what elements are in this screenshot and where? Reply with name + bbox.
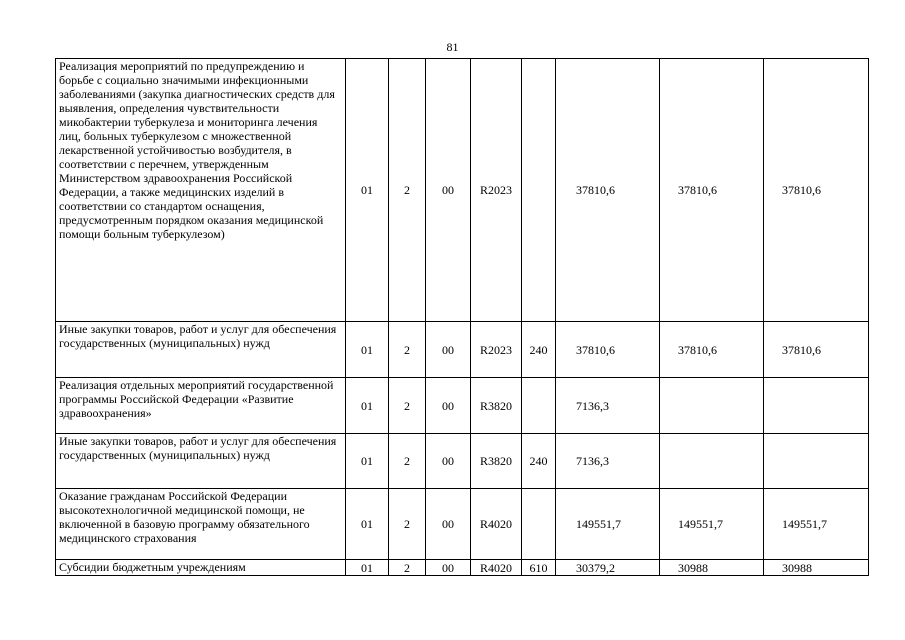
amount-cell: 30988 <box>764 560 869 576</box>
code-cell: 01 <box>346 59 389 322</box>
table-row <box>56 489 869 560</box>
table-row <box>56 378 869 434</box>
row-name: Иные закупки товаров, работ и услуг для обеспечения государственных (муниципальных) нужд <box>56 434 346 489</box>
amount-cell: 149551,7 <box>556 489 660 560</box>
code-cell: 00 <box>426 489 471 560</box>
row-name: Субсидии бюджетным учреждениям <box>56 560 346 576</box>
amount-cell <box>660 434 764 489</box>
code-cell: R4020 <box>471 489 522 560</box>
row-name: Иные закупки товаров, работ и услуг для обеспечения государственных (муниципальных) нужд <box>56 322 346 378</box>
table-row <box>56 322 869 378</box>
row-name: Реализация отдельных мероприятий государственной программы Российской Федерации «Развитие здравоохранения» <box>56 378 346 434</box>
code-cell: 2 <box>389 560 426 576</box>
code-cell: 2 <box>389 378 426 434</box>
amount-cell: 37810,6 <box>556 59 660 322</box>
code-cell: R3820 <box>471 434 522 489</box>
amount-cell: 37810,6 <box>764 59 869 322</box>
amount-cell <box>764 434 869 489</box>
row-name: Реализация мероприятий по предупреждению и борьбе с социально значимыми инфекционными заболеваниями (закупка диагностических средств для выявления, определения чувствительности микобактерии туберкулеза и мониторинга лечения лиц, больных туберкулезом с множественной лекарственной устойчивостью возбудителя, в соответствии с перечнем, утвержденным Министерством здравоохранения Российской Федерации, а также медицинских изделий в соответствии со стандартом оснащения, предусмотренным порядком оказания медицинской помощи больным туберкулезом) <box>56 59 346 322</box>
amount-cell: 30988 <box>660 560 764 576</box>
amount-cell: 30379,2 <box>556 560 660 576</box>
page-number: 81 <box>446 40 459 54</box>
budget-table <box>55 58 869 576</box>
amount-cell: 7136,3 <box>556 378 660 434</box>
code-cell: 240 <box>522 434 556 489</box>
code-cell: 01 <box>346 560 389 576</box>
code-cell: R3820 <box>471 378 522 434</box>
code-cell: 00 <box>426 59 471 322</box>
amount-cell: 37810,6 <box>660 322 764 378</box>
code-cell <box>522 59 556 322</box>
code-cell: 240 <box>522 322 556 378</box>
row-name: Оказание гражданам Российской Федерации высокотехнологичной медицинской помощи, не включенной в базовую программу обязательного медицинского страхования <box>56 489 346 560</box>
code-cell <box>522 489 556 560</box>
code-cell: R2023 <box>471 59 522 322</box>
code-cell: 610 <box>522 560 556 576</box>
code-cell: 00 <box>426 322 471 378</box>
code-cell: 00 <box>426 560 471 576</box>
code-cell: 01 <box>346 489 389 560</box>
amount-cell: 37810,6 <box>764 322 869 378</box>
code-cell: 01 <box>346 434 389 489</box>
code-cell: R4020 <box>471 560 522 576</box>
table-row <box>56 560 869 576</box>
code-cell: 01 <box>346 322 389 378</box>
table-row <box>56 434 869 489</box>
amount-cell: 7136,3 <box>556 434 660 489</box>
code-cell <box>522 378 556 434</box>
code-cell: 2 <box>389 322 426 378</box>
amount-cell: 149551,7 <box>660 489 764 560</box>
table-row <box>56 59 869 322</box>
amount-cell <box>660 378 764 434</box>
code-cell: R2023 <box>471 322 522 378</box>
code-cell: 01 <box>346 378 389 434</box>
code-cell: 00 <box>426 434 471 489</box>
amount-cell: 37810,6 <box>660 59 764 322</box>
code-cell: 2 <box>389 434 426 489</box>
code-cell: 2 <box>389 489 426 560</box>
code-cell: 2 <box>389 59 426 322</box>
amount-cell <box>764 378 869 434</box>
amount-cell: 149551,7 <box>764 489 869 560</box>
code-cell: 00 <box>426 378 471 434</box>
amount-cell: 37810,6 <box>556 322 660 378</box>
